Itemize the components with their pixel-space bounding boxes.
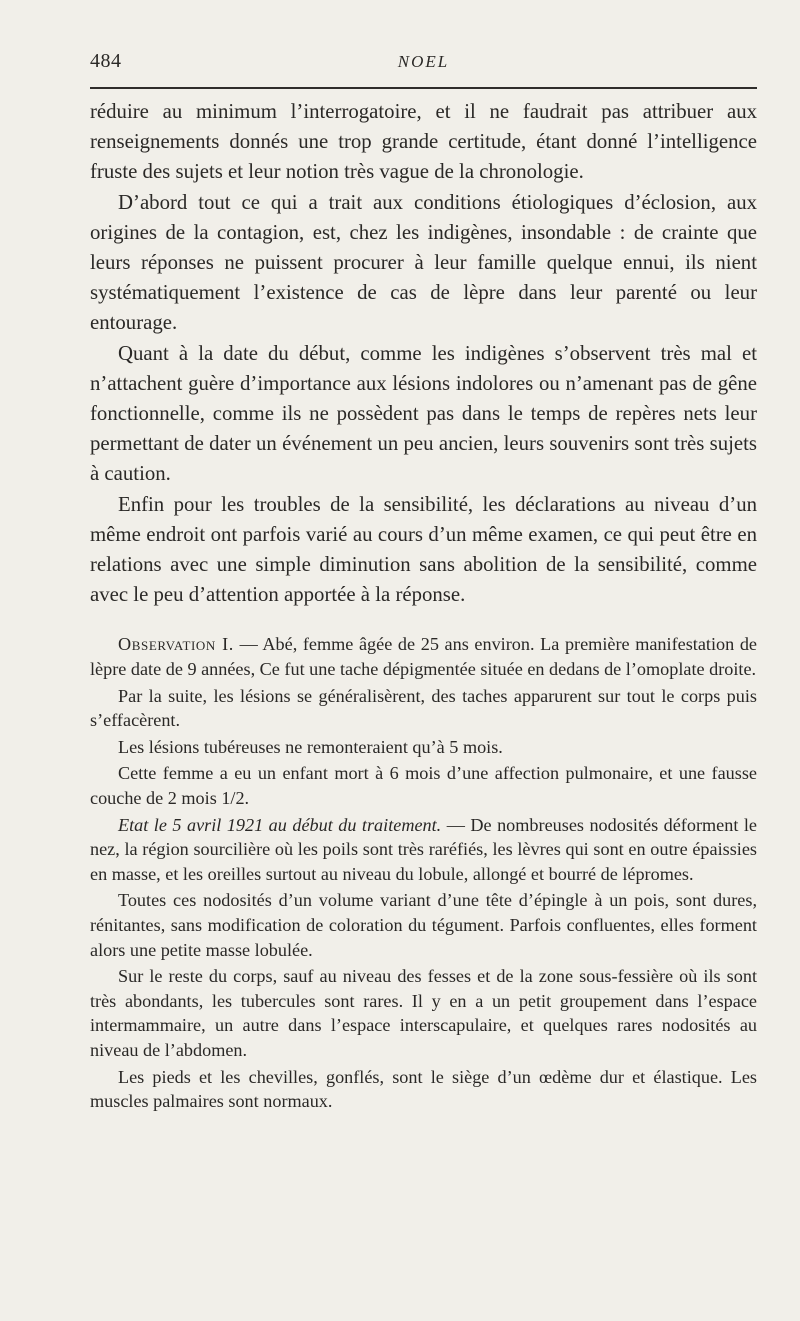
observation-paragraph: Toutes ces nodosités d’un volume variant d’une tête d’épingle à un pois, sont dures, rénitantes, sans modification de coloration du tégument. Parfois confluentes, elles forment alors une petite masse lobulée. — [90, 890, 757, 960]
observation-paragraph: Les lésions tubéreuses ne remonteraient qu’à 5 mois. — [118, 736, 503, 757]
observation-section — [90, 632, 757, 1113]
observation-paragraph: Les pieds et les chevilles, gonflés, sont le siège d’un œdème dur et élastique. Les muscles palmaires sont normaux. — [90, 1066, 757, 1112]
running-header — [90, 0, 757, 97]
observation-intro-text: — Abé, femme âgée de 25 ans environ. La première manifestation de lèpre date de 9 années, Ce fut une tache dépigmentée située en dedans de l’omoplate droite. — [90, 634, 757, 680]
observation-intro — [90, 632, 757, 681]
running-title: NOEL — [397, 52, 450, 71]
paragraph: D’abord tout ce qui a trait aux conditions étiologiques d’éclosion, aux origines de la contagion, est, chez les indigènes, insondable : de crainte que leurs réponses ne puissent procurer à leur famille quelque ennui, ils nient systématiquement l’existence de cas de lèpre dans leur parenté ou leur entourage. — [90, 190, 757, 335]
state-text: — De nombreuses nodosités déforment le nez, la région sourcilière où les poils sont très raréfiés, les lèvres qui sont en outre épaissies en masse, et les oreilles surtout au niveau du lobule, allongé et bourré de lépromes. — [90, 814, 757, 884]
observation-heading: Observation I. — [118, 634, 234, 655]
state-paragraph — [90, 813, 757, 887]
paragraph: Enfin pour les troubles de la sensibilité, les déclarations au niveau d’un même endroit ont parfois varié au cours d’un même examen, ce qui peut être en relations avec une simple diminution sans abolition de la sensibilité, comme avec le peu d’attention apportée à la réponse. — [90, 492, 757, 607]
section-gap — [90, 610, 757, 632]
observation-paragraph: Par la suite, les lésions se généralisèrent, des taches apparurent sur tout le corps puis s’effacèrent. — [90, 685, 757, 731]
header-rule — [90, 87, 757, 89]
observation-paragraph: Cette femme a eu un enfant mort à 6 mois d’une affection pulmonaire, et une fausse couche de 2 mois 1/2. — [90, 763, 757, 809]
state-heading: Etat le 5 avril 1921 au début du traitement. — [118, 814, 442, 835]
observation-paragraph: Sur le reste du corps, sauf au niveau des fesses et de la zone sous-fessière où ils sont très abondants, les tubercules sont rares. Il y en a un petit groupement dans l’espace intermammaire, un autre dans l’espace interscapulaire, et quelques rares nodosités au niveau de l’abdomen. — [90, 966, 757, 1060]
paragraph: réduire au minimum l’interrogatoire, et il ne faudrait pas attribuer aux renseignements donnés une trop grande certitude, étant donné l’intelligence fruste des sujets et leur notion très vague de la chronologie. — [90, 100, 757, 184]
body-text — [90, 97, 757, 610]
page-number: 484 — [90, 50, 122, 72]
paragraph: Quant à la date du début, comme les indigènes s’observent très mal et n’attachent guère d’importance aux lésions indolores ou n’amenant pas de gêne fonctionnelle, comme ils ne possèdent pas dans le temps de repères nets leur permettant de dater un événement un peu ancien, leurs souvenirs sont très sujets à caution. — [90, 341, 757, 486]
